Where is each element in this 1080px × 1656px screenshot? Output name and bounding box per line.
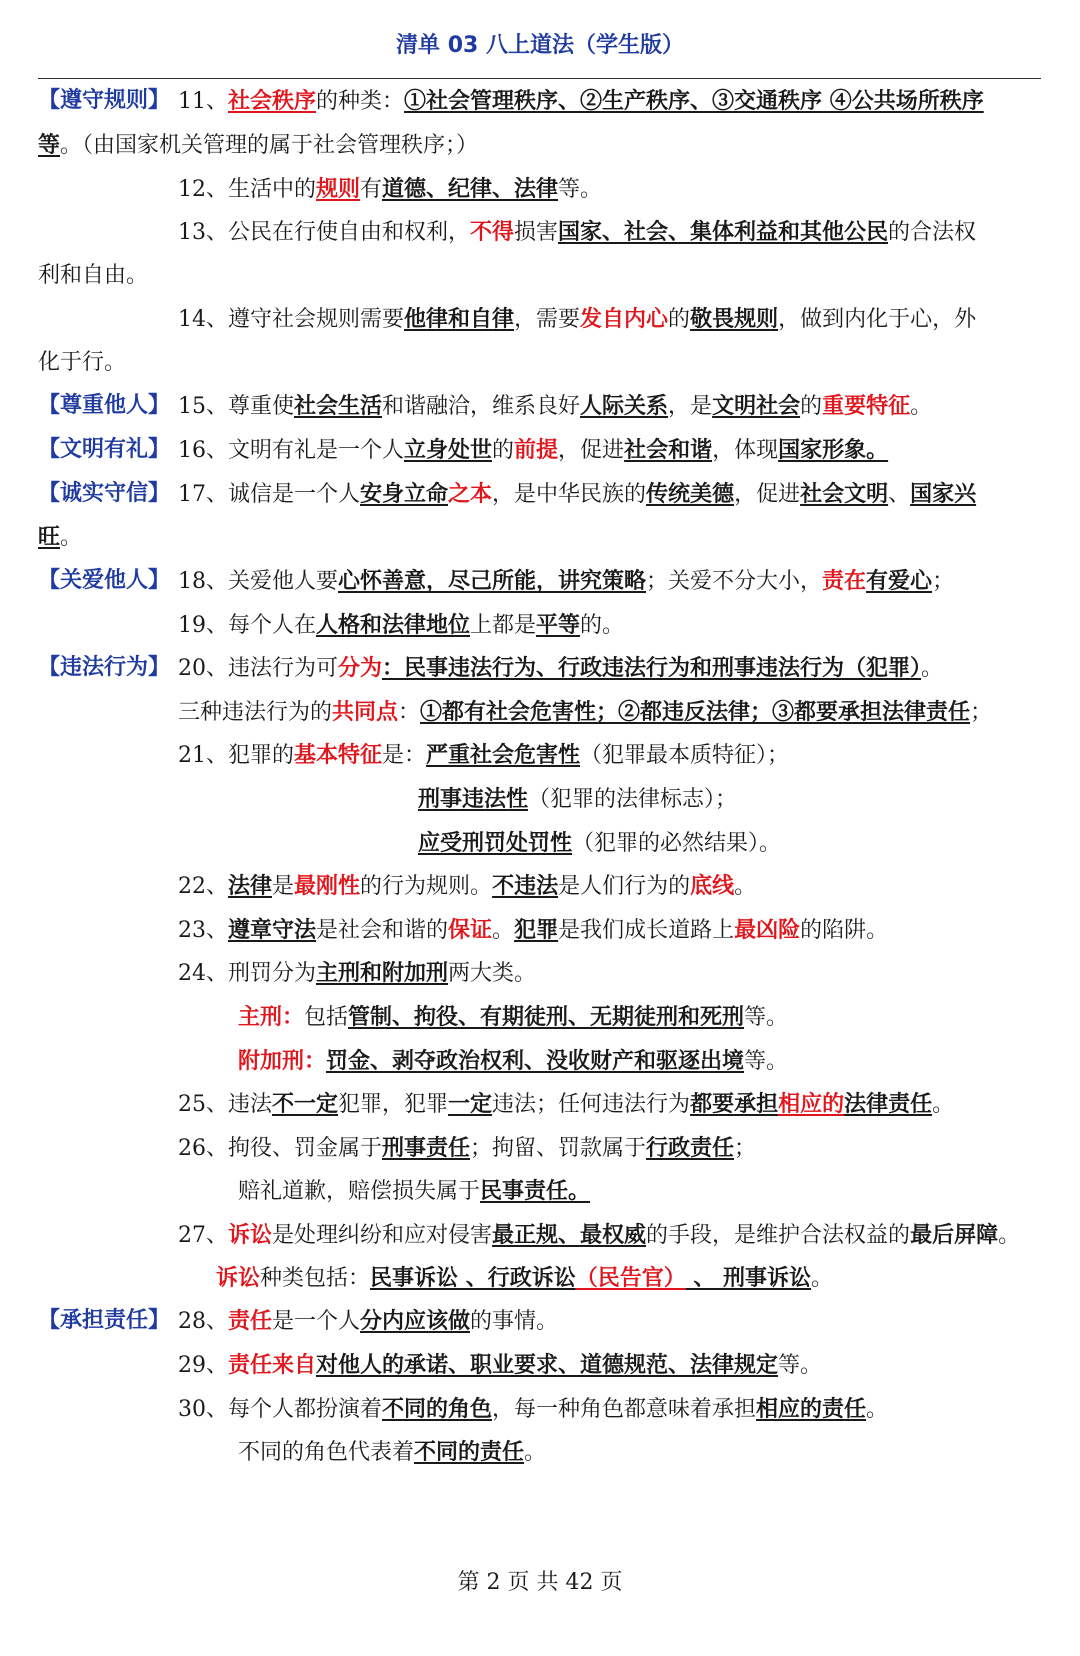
text-segment: （犯罪最本质特征）； [580,743,790,768]
key-phrase: 最后屏障 [910,1222,999,1248]
text-segment: 是人们行为的 [558,874,691,899]
text-segment: 是社会和谐的 [316,918,449,943]
line-item-24 [178,958,536,989]
emphasis-term: 诉讼 [216,1265,261,1291]
text-segment: 。（由国家机关管理的属于社会管理秩序；） [60,133,479,158]
emphasis-term: 最凶险 [734,917,801,943]
text-segment: 。 [932,1092,955,1117]
emphasis-term: 责任来自 [228,1352,317,1378]
text-segment: 。 [734,874,757,899]
text-segment: 有 [360,177,383,202]
key-phrase: 严重社会危害性 [426,742,581,768]
text-segment: 27、 [178,1223,228,1248]
text-segment: ，做到内化于心，外 [778,307,977,332]
key-phrase: 法律责任 [844,1091,933,1117]
text-segment: 的。 [580,613,625,638]
text-segment: 的 [800,394,823,419]
key-phrase: 不同的角色 [382,1396,493,1422]
key-phrase: ：民事违法行为、行政违法行为和刑事违法行为（犯罪） [382,655,922,681]
section-label-respect-others: 【尊重他人】 [38,393,171,418]
key-phrase: 人际关系 [580,393,669,419]
text-segment: ； [734,1136,757,1161]
line-item-20-common [178,697,992,728]
emphasis-term: 不得 [470,219,515,245]
key-phrase: 管制、拘役、有期徒刑、无期徒刑和死刑 [348,1004,745,1030]
line-item-17-continued [38,522,82,553]
text-segment: 犯罪，犯罪 [338,1092,449,1117]
text-segment: 的种类： [316,89,405,114]
text-segment: 12、生活中的 [178,177,316,202]
section-label-honesty: 【诚实守信】 [38,481,171,506]
text-segment: 、 [888,482,911,507]
emphasis-term: 最刚性 [294,873,361,899]
emphasis-term: 发自内心 [580,306,669,332]
key-phrase: ①都有社会危害性；②都违反法律；③都要承担法律责任 [420,699,971,725]
text-segment: 。 [998,1223,1021,1248]
line-item-19 [178,610,624,641]
text-segment: 种类包括： [260,1266,371,1291]
emphasis-term: （民告官） [575,1265,686,1291]
key-phrase: 社会生活 [294,393,383,419]
emphasis-term: 相应的 [778,1091,845,1117]
text-segment: ； [932,569,955,594]
text-segment: 29、 [178,1353,228,1378]
text-segment: 。 [921,656,944,681]
key-phrase: 民事诉讼 、行政诉讼 [370,1265,576,1291]
text-segment: 。 [910,394,933,419]
text-segment: 赔礼道歉，赔偿损失属于 [238,1179,481,1204]
text-segment: （犯罪的法律标志）； [528,787,738,812]
text-segment: 16、文明有礼是一个人 [178,438,404,463]
text-segment: ，是中华民族的 [492,482,647,507]
key-phrase: 敬畏规则 [690,306,779,332]
key-phrase: 他律和自律 [404,306,515,332]
emphasis-term: 保证 [448,917,493,943]
line-item-22 [178,871,756,902]
section-label-obey-rules: 【遵守规则】 [38,88,171,113]
line-item-24-principal [238,1002,788,1033]
text-segment: （犯罪的必然结果）。 [572,831,782,856]
text-segment: 。 [524,1440,547,1465]
line-item-30-continued [238,1437,546,1468]
line-item-29 [178,1350,822,1381]
text-segment: ，体现 [712,438,779,463]
line-item-16 [178,435,888,466]
text-segment: 的陷阱。 [800,918,889,943]
line-item-30 [178,1394,888,1425]
key-phrase: 安身立命 [360,481,449,507]
key-phrase: 行政责任 [646,1135,735,1161]
key-phrase: 等 [38,132,61,158]
text-segment: 23、 [178,918,228,943]
text-segment: 17、诚信是一个人 [178,482,360,507]
title-divider [38,78,1041,79]
emphasis-term: 之本 [448,481,493,507]
page-footer: 第 2 页 共 42 页 [457,1570,623,1595]
page-title: 清单 03 八上道法（学生版） [396,33,684,58]
text-segment: ，是 [668,394,713,419]
text-segment: 14、遵守社会规则需要 [178,307,404,332]
text-segment: 11、 [178,89,228,114]
line-item-13 [178,217,976,248]
line-item-26 [178,1133,756,1164]
key-phrase: 有爱心 [866,568,933,594]
text-segment: ，促进 [558,438,625,463]
text-segment: 15、尊重使 [178,394,294,419]
line-item-11 [178,86,984,117]
text-segment: 。 [60,525,83,550]
key-phrase: 遵章守法 [228,917,317,943]
line-item-17 [178,479,976,510]
text-segment: ： [398,700,421,725]
line-item-15 [178,391,932,422]
line-item-26-civil [238,1176,590,1207]
emphasis-term: 基本特征 [294,742,383,768]
text-segment: 22、 [178,874,228,899]
text-segment: 是我们成长道路上 [558,918,735,943]
text-segment: ；关爱不分大小， [646,569,823,594]
key-phrase: 社会和谐 [624,437,713,463]
line-item-27-types [216,1263,833,1294]
key-phrase: 立身处世 [404,437,493,463]
text-segment: 的行为规则。 [360,874,493,899]
text-segment: 是一个人 [272,1309,361,1334]
text-segment: ； [970,700,993,725]
text-segment: 和谐融洽，维系良好 [382,394,581,419]
text-segment: 的 [492,438,515,463]
line-item-27 [178,1220,1020,1251]
text-segment: 是 [272,874,295,899]
text-segment: 等。 [744,1049,789,1074]
key-phrase: 主刑和附加刑 [316,960,449,986]
line-item-21 [178,740,789,771]
line-item-18 [178,566,954,597]
text-segment: 。 [866,1397,889,1422]
text-segment: 的 [668,307,691,332]
emphasis-term: 诉讼 [228,1222,273,1248]
text-segment: 26、拘役、罚金属于 [178,1136,382,1161]
emphasis-term: 主刑： [238,1004,305,1030]
emphasis-term: 底线 [690,873,735,899]
key-phrase: 国家、社会、集体利益和其他公民 [558,219,889,245]
section-label-illegal-acts: 【违法行为】 [38,655,171,680]
text-segment: 18、关爱他人要 [178,569,338,594]
text-segment: 包括 [304,1005,349,1030]
text-segment: ，需要 [514,307,581,332]
key-phrase: ①社会管理秩序、②生产秩序、③交通秩序 ④公共场所秩序 [404,88,984,114]
key-phrase: 对他人的承诺、职业要求、道德规范、法律规定 [316,1352,779,1378]
text-segment: 25、违法 [178,1092,272,1117]
text-segment: 的手段，是维护合法权益的 [646,1223,911,1248]
key-phrase: 国家形象。 [778,437,889,463]
text-segment: 三种违法行为的 [178,700,333,725]
line-item-21-feature-2 [418,784,737,815]
section-label-responsibility: 【承担责任】 [38,1308,171,1333]
text-segment: 是： [382,743,427,768]
text-segment: 28、 [178,1309,228,1334]
line-item-14-continued [38,348,126,378]
key-phrase: 都要承担 [690,1091,779,1117]
text-segment: 的合法权 [888,220,977,245]
key-phrase: 民事责任。 [480,1178,591,1204]
key-phrase: 应受刑罚处罚性 [418,830,573,856]
emphasis-term: 分为 [338,655,383,681]
key-phrase: 国家兴 [910,481,977,507]
key-phrase: 罚金、剥夺政治权利、没收财产和驱逐出境 [326,1048,745,1074]
key-phrase: 平等 [536,612,581,638]
text-segment: ；拘留、罚款属于 [470,1136,647,1161]
emphasis-term: 附加刑： [238,1048,327,1074]
key-phrase: 社会文明 [800,481,889,507]
text-segment: 不同的角色代表着 [238,1440,415,1465]
key-phrase: 相应的责任 [756,1396,867,1422]
key-phrase: 一定 [448,1091,493,1117]
text-segment: 违法；任何违法行为 [492,1092,691,1117]
text-segment: 30、每个人都扮演着 [178,1397,382,1422]
emphasis-term: 规则 [316,176,361,202]
text-segment: 等。 [744,1005,789,1030]
key-phrase: 、 刑事诉讼 [685,1265,812,1291]
text-segment: 两大类。 [448,961,537,986]
key-phrase: 文明社会 [712,393,801,419]
line-item-23 [178,915,888,946]
text-segment: 13、公民在行使自由和权利， [178,220,470,245]
text-segment: 上都是 [470,613,537,638]
text-segment: 是处理纠纷和应对侵害 [272,1223,493,1248]
key-phrase: 不一定 [272,1091,339,1117]
key-phrase: 分内应该做 [360,1308,471,1334]
text-segment: 24、刑罚分为 [178,961,316,986]
line-item-25 [178,1089,954,1120]
key-phrase: 犯罪 [514,917,559,943]
line-item-24-additional [238,1046,788,1077]
emphasis-term: 责任 [228,1308,273,1334]
section-label-care-for-others: 【关爱他人】 [38,568,171,593]
text-segment: ，每一种角色都意味着承担 [492,1397,757,1422]
emphasis-term: 前提 [514,437,559,463]
key-phrase: 刑事责任 [382,1135,471,1161]
section-label-civility: 【文明有礼】 [38,437,171,462]
line-item-28 [178,1306,558,1337]
text-segment: 化于行。 [38,350,127,375]
emphasis-term: 社会秩序 [228,88,317,114]
text-segment: 21、犯罪的 [178,743,294,768]
key-phrase: 不同的责任 [414,1439,525,1465]
text-segment: 。 [811,1266,834,1291]
emphasis-term: 共同点 [332,699,399,725]
key-phrase: 刑事违法性 [418,786,529,812]
line-item-20 [178,653,943,684]
key-phrase: 道德、纪律、法律 [382,176,559,202]
key-phrase: 旺 [38,524,61,550]
text-segment: 等。 [558,177,603,202]
line-item-11-continued [38,130,478,161]
emphasis-term: 重要特征 [822,393,911,419]
emphasis-term: 责在 [822,568,867,594]
key-phrase: 法律 [228,873,273,899]
text-segment: ，促进 [734,482,801,507]
key-phrase: 人格和法律地位 [316,612,471,638]
line-item-21-feature-3 [418,828,781,859]
text-segment: 19、每个人在 [178,613,316,638]
line-item-12 [178,174,602,205]
text-segment: 20、违法行为可 [178,656,338,681]
line-item-14 [178,304,976,335]
text-segment: 。 [492,918,515,943]
text-segment: 利和自由。 [38,263,149,288]
line-item-13-continued [38,261,148,291]
text-segment: 的事情。 [470,1309,559,1334]
key-phrase: 最正规、最权威 [492,1222,647,1248]
key-phrase: 传统美德 [646,481,735,507]
text-segment: 损害 [514,220,559,245]
key-phrase: 不违法 [492,873,559,899]
text-segment: 等。 [778,1353,823,1378]
key-phrase: 心怀善意，尽己所能，讲究策略 [338,568,647,594]
